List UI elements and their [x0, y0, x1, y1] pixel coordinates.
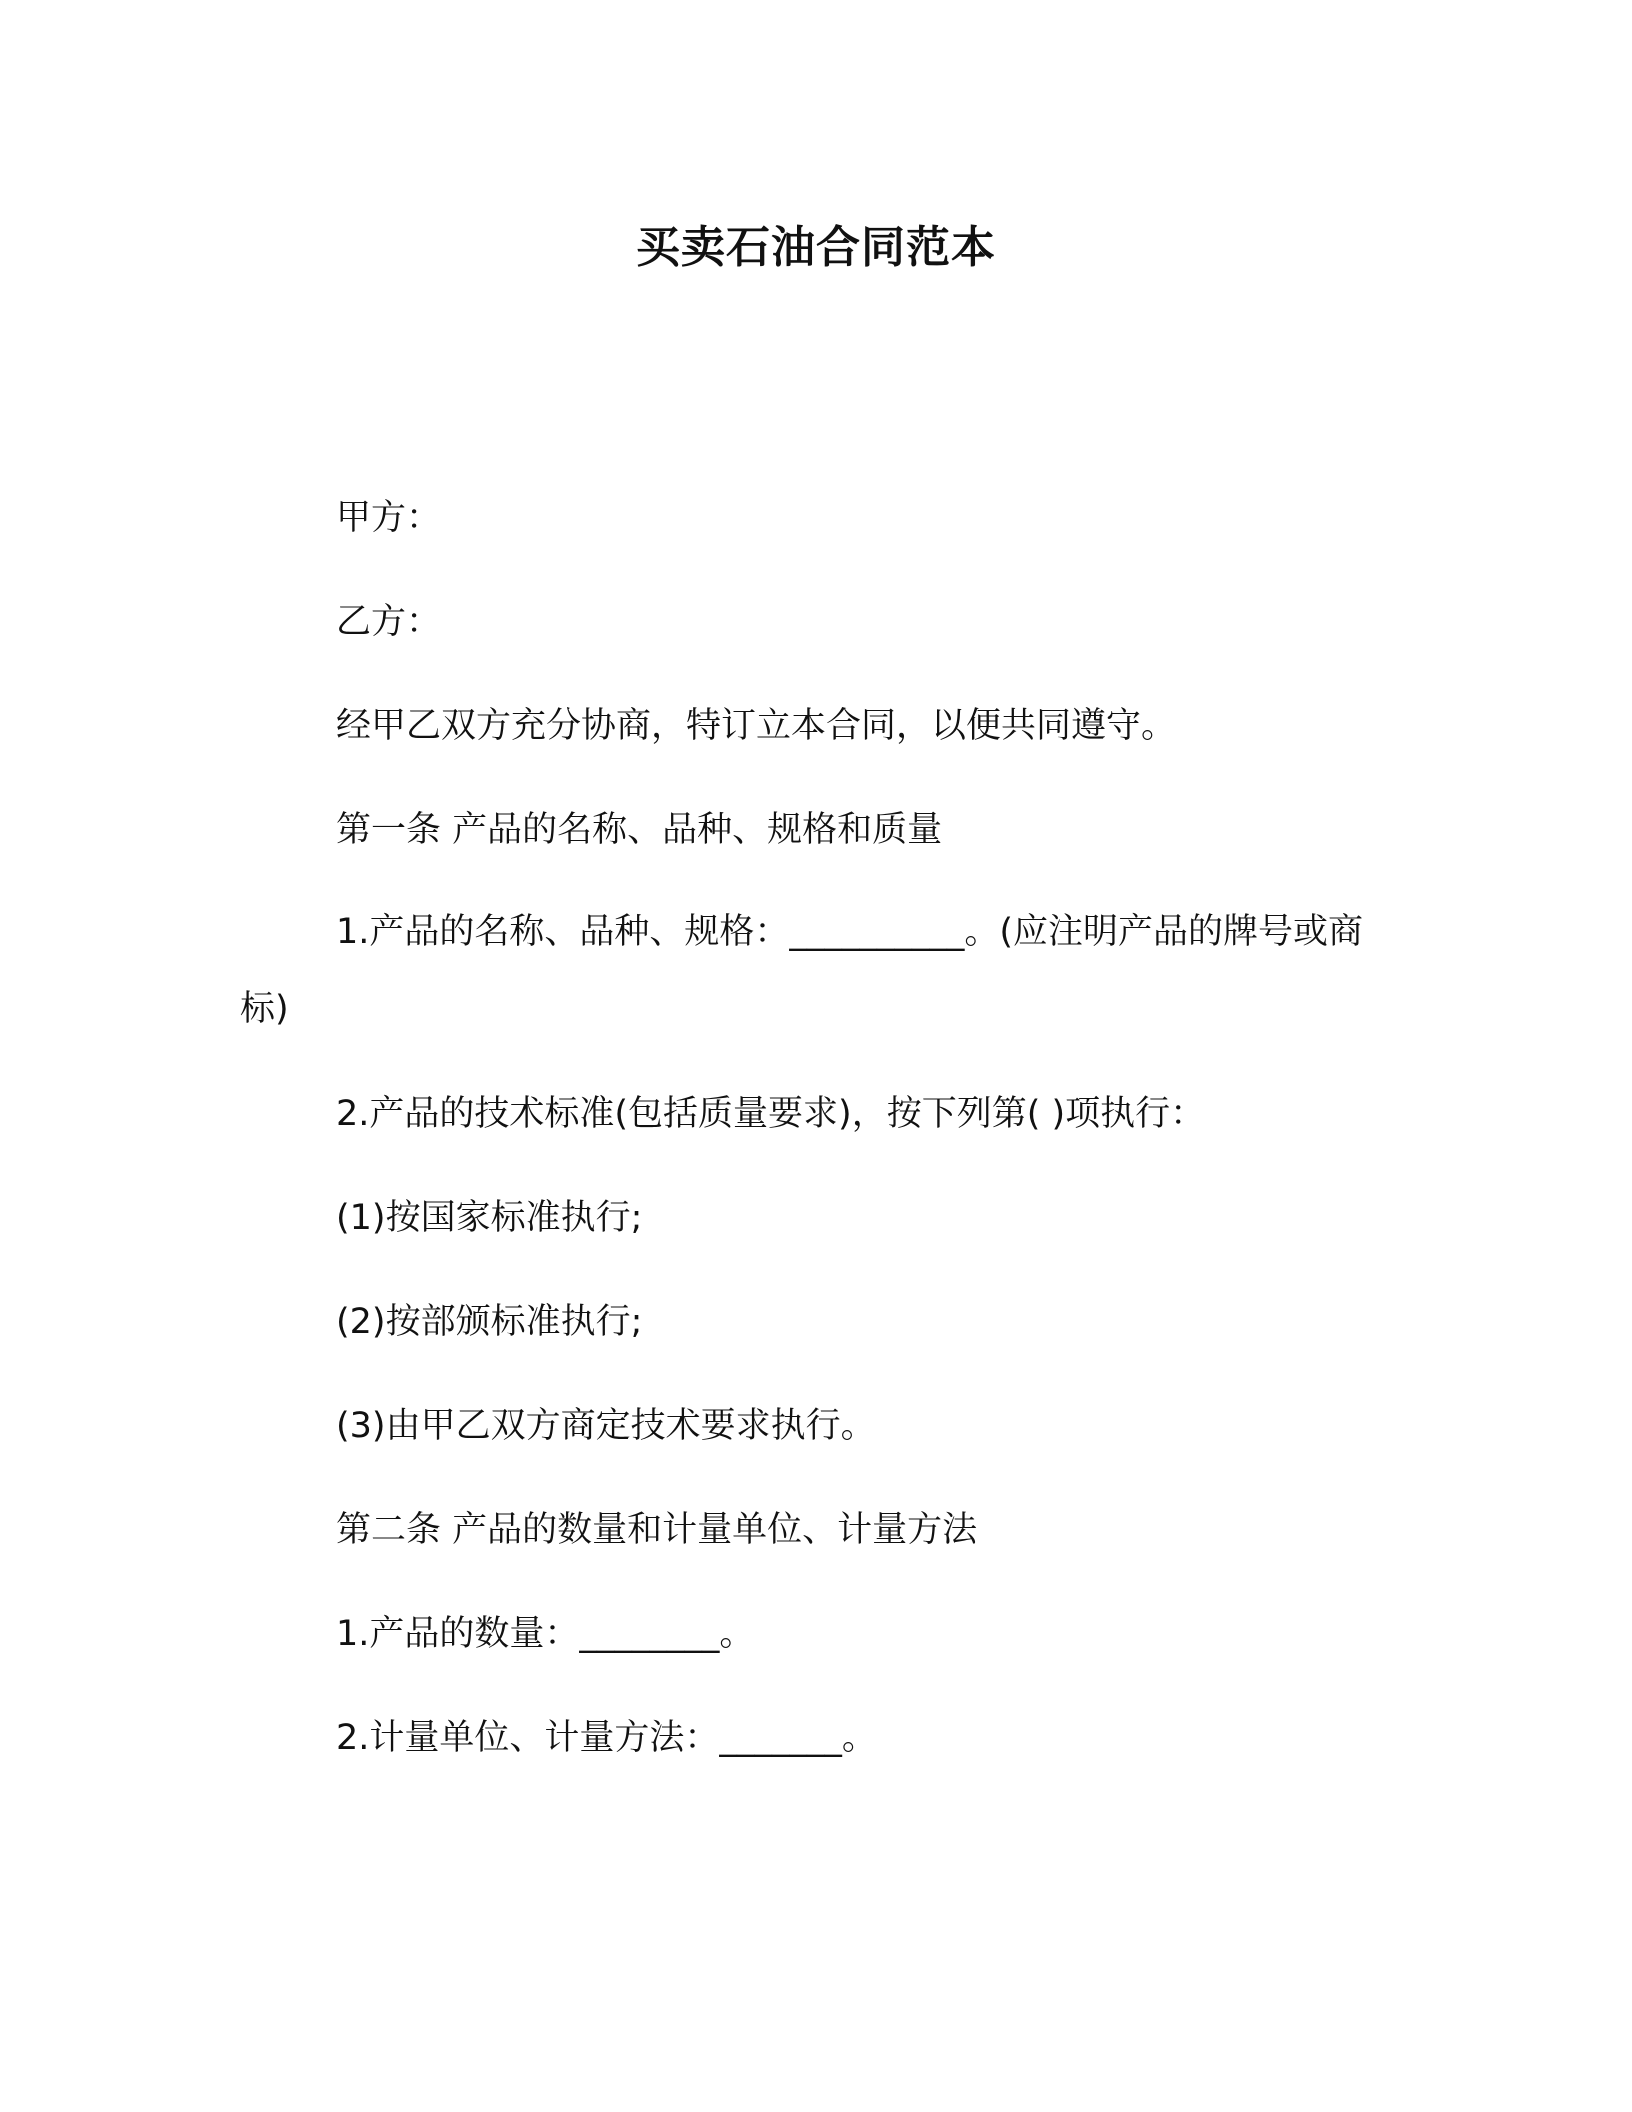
article-2-item-2: 2.计量单位、计量方法：_______。 — [336, 1718, 877, 1758]
intro-paragraph: 经甲乙双方充分协商，特订立本合同，以便共同遵守。 — [336, 706, 1177, 746]
party-a-line: 甲方： — [336, 498, 442, 538]
article-1-item-2: 2.产品的技术标准(包括质量要求)，按下列第( )项执行： — [336, 1094, 1206, 1134]
article-2-heading: 第二条 产品的数量和计量单位、计量方法 — [336, 1510, 978, 1550]
article-2-item-1: 1.产品的数量：________。 — [336, 1614, 755, 1654]
party-b-line: 乙方： — [336, 602, 442, 642]
article-1-item-1: 1.产品的名称、品种、规格：__________。(应注明产品的牌号或商标) — [240, 912, 1364, 1029]
document-title: 买卖石油合同范本 — [636, 222, 996, 273]
standard-option-2: (2)按部颁标准执行; — [336, 1302, 643, 1342]
article-1-heading: 第一条 产品的名称、品种、规格和质量 — [336, 810, 943, 850]
standard-option-3: (3)由甲乙双方商定技术要求执行。 — [336, 1406, 876, 1446]
standard-option-1: (1)按国家标准执行; — [336, 1198, 643, 1238]
